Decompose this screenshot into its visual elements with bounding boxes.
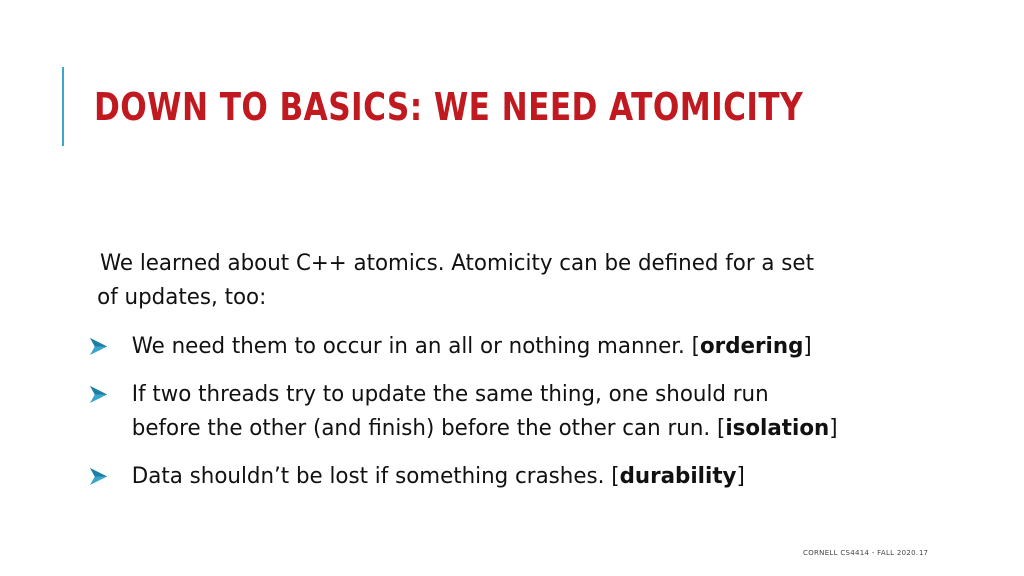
bullet-text-end: ] <box>803 333 812 359</box>
bullet-text-end: ] <box>736 463 745 489</box>
bullet-list <box>90 329 990 507</box>
arrow-bullet-icon <box>90 386 107 403</box>
bullet-text-end: ] <box>829 415 838 441</box>
bullet-line-1: If two threads try to update the same thing, one should run <box>131 381 769 407</box>
bullet-isolation <box>90 377 945 445</box>
slide-title: DOWN TO BASICS: WE NEED ATOMICITY <box>94 85 804 129</box>
bullet-text: We need them to occur in an all or nothing manner. [ <box>131 333 700 359</box>
bullet-keyword: durability <box>619 463 737 489</box>
intro-paragraph <box>97 246 936 314</box>
page-number: 17 <box>919 549 928 557</box>
footer-course: CORNELL CS4414 - FALL 2020. <box>803 549 919 557</box>
intro-line-1: We learned about C++ atomics. Atomicity can be defined for a set <box>100 250 814 276</box>
intro-line-2: of updates, too: <box>97 284 267 310</box>
bullet-keyword: ordering <box>699 333 804 359</box>
bullet-text: Data shouldn’t be lost if something crashes. [ <box>131 463 620 489</box>
bullet-ordering <box>90 329 945 363</box>
arrow-bullet-icon <box>90 468 107 485</box>
bullet-keyword: isolation <box>725 415 830 441</box>
arrow-bullet-icon <box>90 338 107 355</box>
bullet-text: before the other (and finish) before the other can run. [ <box>131 415 726 441</box>
bullet-durability <box>90 459 945 493</box>
